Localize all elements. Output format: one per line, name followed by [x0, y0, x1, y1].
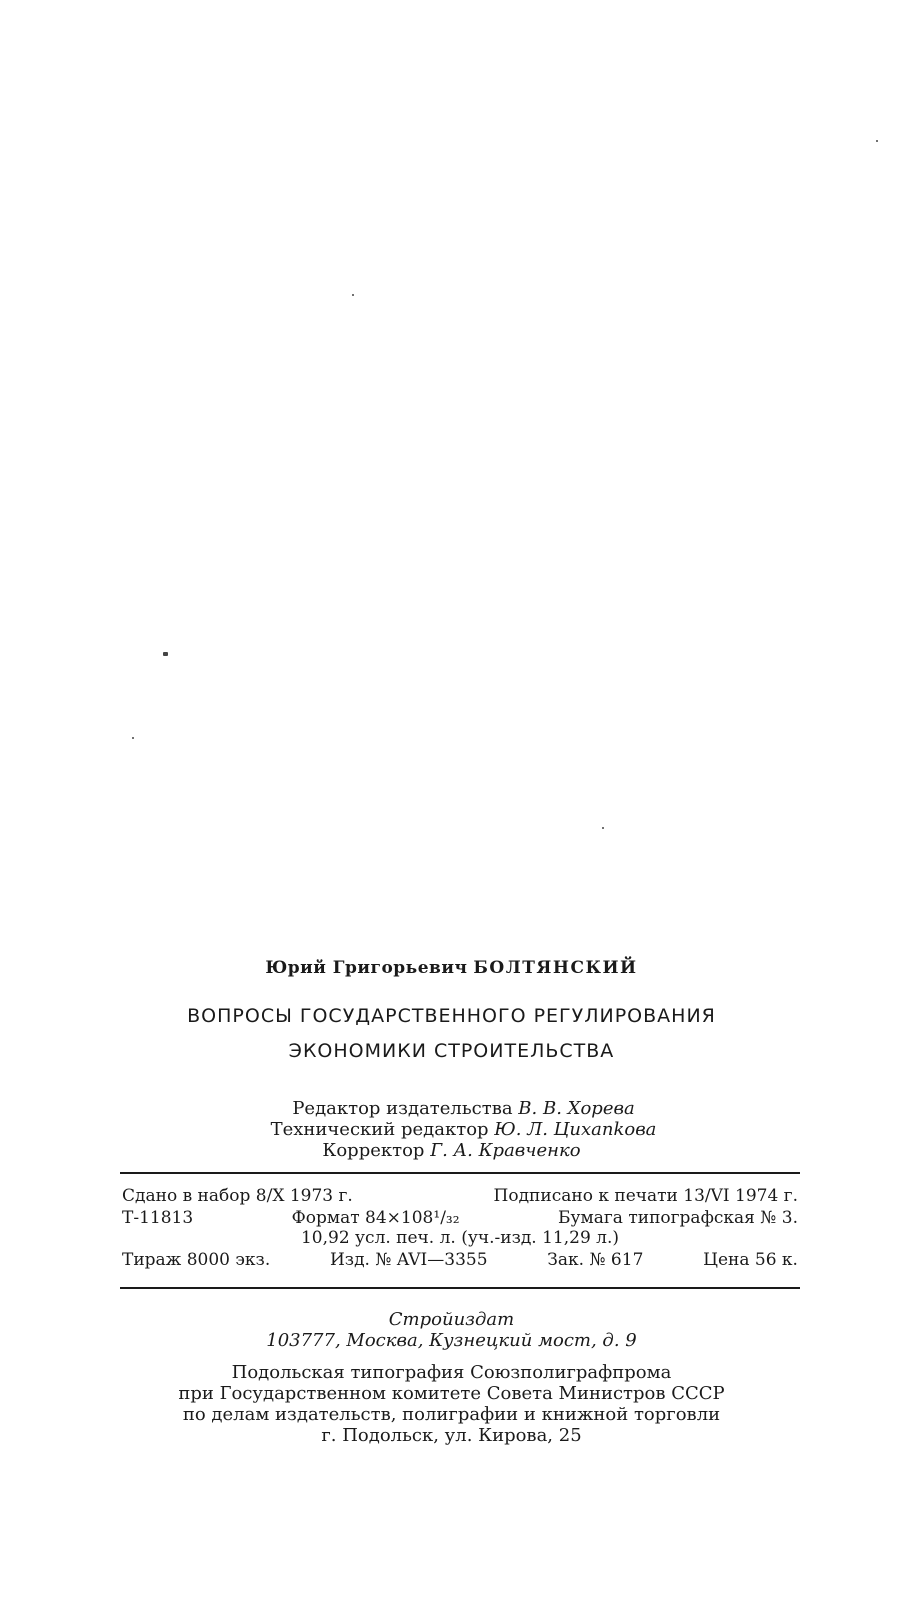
- author-name: Юрий Григорьевич: [265, 958, 468, 978]
- author-line: [0, 958, 903, 978]
- printer-line-1: Подольская типография Союзполиграфпрома: [231, 1362, 672, 1383]
- scan-speck: [876, 140, 878, 142]
- order-number: Зак. № 617: [547, 1250, 644, 1270]
- divider-bottom: [120, 1287, 800, 1289]
- book-title-line-1: ВОПРОСЫ ГОСУДАРСТВЕННОГО РЕГУЛИРОВАНИЯ: [187, 1005, 716, 1027]
- credit-person: Ю. Л. Цихankова: [494, 1119, 657, 1140]
- publisher-address: 103777, Москва, Кузнецкий мост, д. 9: [266, 1330, 637, 1351]
- submitted-date: Сдано в набор 8/X 1973 г.: [122, 1186, 353, 1206]
- credit-proofreader: [0, 1140, 903, 1161]
- imprint-row-2: [122, 1208, 798, 1228]
- credit-tech-editor: [12, 1119, 903, 1140]
- imprint-row-1: [122, 1186, 798, 1206]
- publisher-name: Стройиздат: [388, 1309, 515, 1330]
- imprint-row-3: [122, 1228, 798, 1248]
- credit-person: Г. А. Кравченко: [430, 1140, 581, 1161]
- format: Формат 84×108¹/₃₂: [291, 1208, 460, 1228]
- scan-speck: [352, 294, 354, 296]
- edition-number: Изд. № AVI—3355: [329, 1250, 488, 1270]
- printer-line-3: по делам издательств, полиграфии и книжной торговли: [182, 1404, 721, 1425]
- print-run: Тираж 8000 экз.: [122, 1250, 271, 1270]
- credit-role: Корректор: [322, 1140, 425, 1161]
- scan-speck: [132, 737, 134, 739]
- catalog-code: Т-11813: [122, 1208, 194, 1228]
- signed-date: Подписано к печати 13/VI 1974 г.: [493, 1186, 798, 1206]
- scan-speck: [602, 827, 604, 829]
- credit-editor: [12, 1098, 903, 1119]
- printer-line-2: при Государственном комитете Совета Министров СССР: [178, 1383, 725, 1404]
- credit-role: Технический редактор: [270, 1119, 489, 1140]
- imprint-row-4: [122, 1250, 798, 1270]
- author-surname: БОЛТЯНСКИЙ: [473, 958, 638, 978]
- book-title-line-2: ЭКОНОМИКИ СТРОИТЕЛЬСТВА: [288, 1040, 615, 1062]
- printer-line-4: г. Подольск, ул. Кирова, 25: [321, 1425, 582, 1446]
- credit-person: В. В. Хорева: [518, 1098, 635, 1119]
- price: Цена 56 к.: [703, 1250, 798, 1270]
- credit-role: Редактор издательства: [292, 1098, 513, 1119]
- sheet-count: 10,92 усл. печ. л. (уч.-изд. 11,29 л.): [300, 1228, 620, 1248]
- paper-type: Бумага типографская № 3.: [558, 1208, 798, 1228]
- scan-speck: [163, 652, 168, 656]
- divider-top: [120, 1172, 800, 1174]
